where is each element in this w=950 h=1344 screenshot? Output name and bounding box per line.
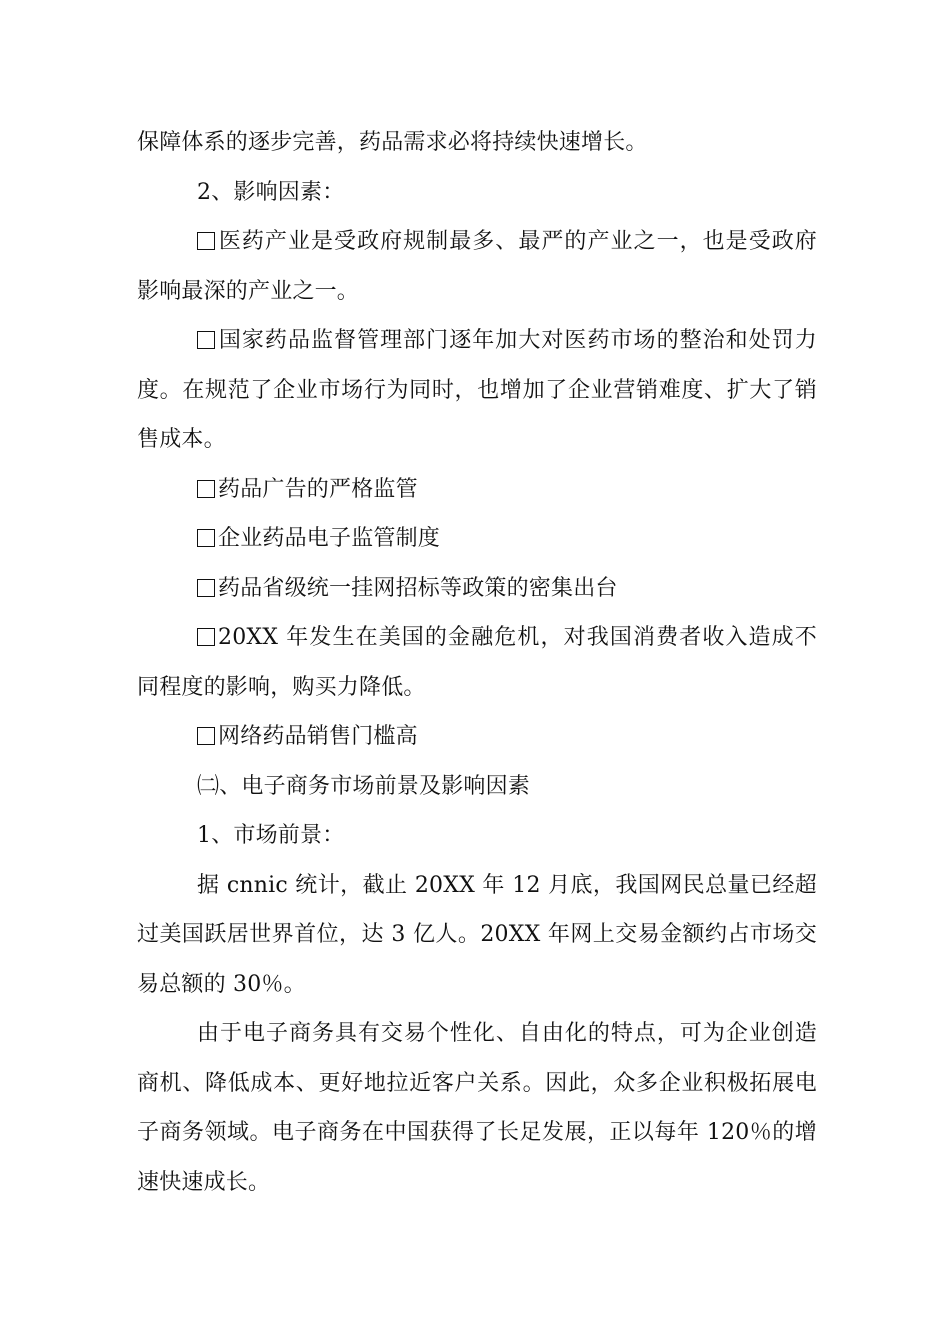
bullet-paragraph: [137, 712, 817, 762]
body-paragraph: [137, 1009, 817, 1207]
heading-market-prospect: [137, 811, 817, 861]
bullet-paragraph: [137, 465, 817, 515]
checkbox-square-icon: [197, 480, 215, 498]
paragraph-text: 药品省级统一挂网招标等政策的密集出台: [218, 575, 618, 601]
checkbox-square-icon: [197, 529, 215, 547]
heading-text: 1、市场前景：: [197, 823, 345, 848]
checkbox-square-icon: [197, 232, 215, 250]
paragraph-text: 保障体系的逐步完善，药品需求必将持续快速增长。: [137, 130, 648, 155]
checkbox-square-icon: [197, 727, 215, 745]
paragraph-text: 由于电子商务具有交易个性化、自由化的特点，可为企业创造商机、降低成本、更好地拉近客户关系。因此，众多企业积极拓展电子商务领域。电子商务在中国获得了长足发展，正以每年 120％的增速快速成长。: [137, 1021, 817, 1195]
paragraph-text: 医药产业是受政府规制最多、最严的产业之一，也是受政府影响最深的产业之一。: [137, 229, 817, 304]
paragraph-text: 20XX 年发生在美国的金融危机，对我国消费者收入造成不同程度的影响，购买力降低。: [137, 625, 817, 700]
heading-text: 2、影响因素：: [197, 179, 345, 205]
paragraph-text: 据 cnnic 统计，截止 20XX 年 12 月底，我国网民总量已经超过美国跃居世界首位，达 3 亿人。20XX 年网上交易金额约占市场交易总额的 30％。: [137, 872, 817, 997]
paragraph-continuation: [137, 118, 817, 168]
paragraph-text: 药品广告的严格监管: [218, 476, 418, 502]
paragraph-text: 国家药品监督管理部门逐年加大对医药市场的整治和处罚力度。在规范了企业市场行为同时，也增加了企业营销难度、扩大了销售成本。: [137, 328, 817, 452]
bullet-paragraph: [137, 217, 817, 316]
document-body: [137, 118, 817, 1207]
bullet-paragraph: [137, 613, 817, 712]
bullet-paragraph: [137, 316, 817, 465]
body-paragraph: [137, 861, 817, 1010]
bullet-paragraph: [137, 514, 817, 564]
checkbox-square-icon: [197, 579, 215, 597]
section-heading-ecommerce: [137, 762, 817, 812]
checkbox-square-icon: [197, 628, 215, 646]
bullet-paragraph: [137, 564, 817, 614]
heading-influencing-factors: [137, 168, 817, 218]
paragraph-text: 企业药品电子监管制度: [218, 526, 441, 551]
checkbox-square-icon: [197, 331, 215, 349]
paragraph-text: 网络药品销售门槛高: [218, 724, 418, 749]
heading-text: ㈡、电子商务市场前景及影响因素: [197, 773, 531, 799]
